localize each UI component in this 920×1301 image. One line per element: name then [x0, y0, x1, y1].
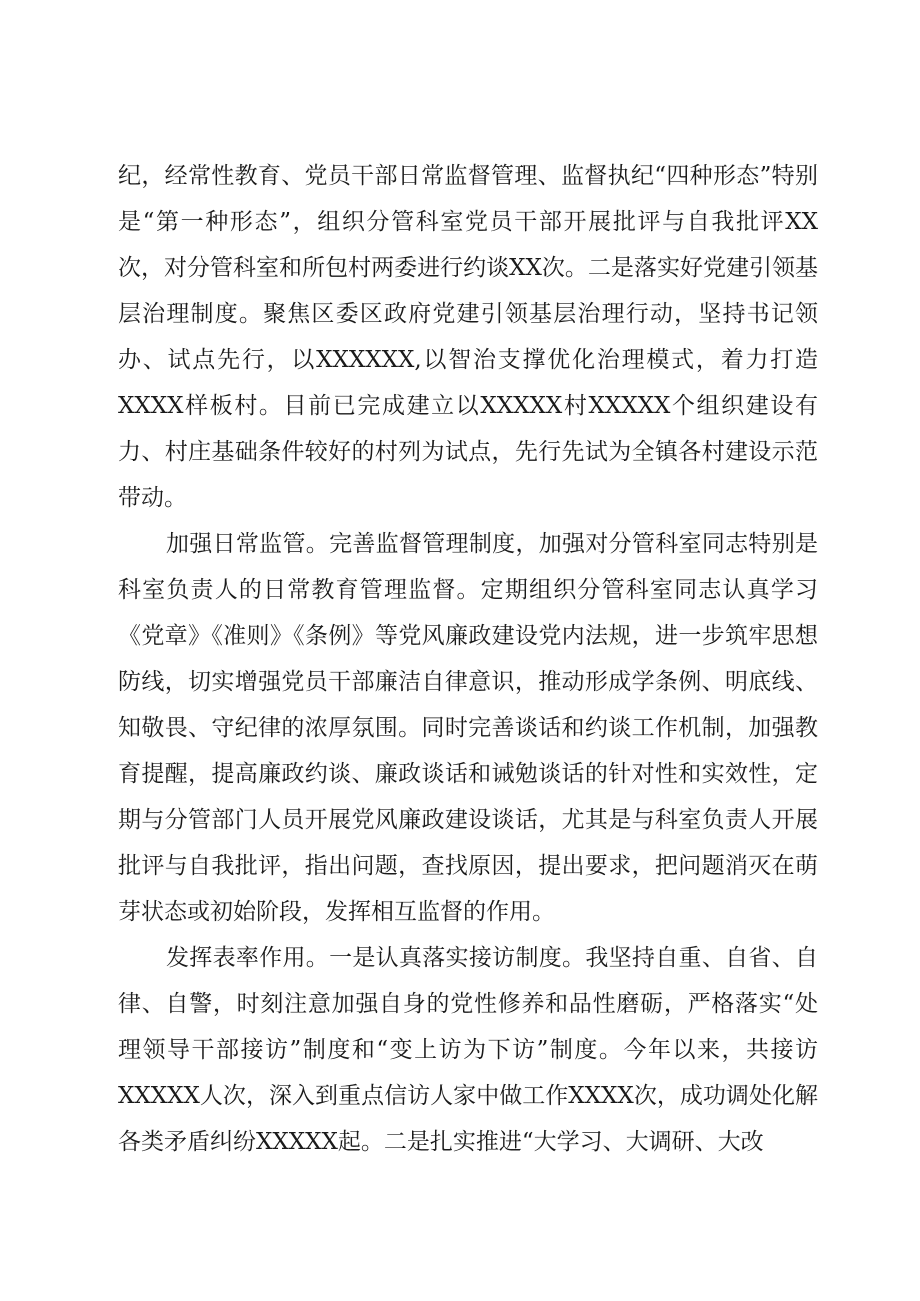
paragraph-continuation: 纪，经常性教育、党员干部日常监督管理、监督执纪“四种形态”特别是“第一种形态”，组织分管科室党员干部开展批评与自我批评XX次，对分管科室和所包村两委进行约谈XX次。二是落实好党建引领基层治理制度。聚焦区委区政府党建引领基层治理行动，坚持书记领办、试点先行，以XXXXXX,以智治支撑优化治理模式，着力打造XXXX样板村。目前已完成建立以XXXXX村XXXXX个组织建设有力、村庄基础条件较好的村列为试点，先行先试为全镇各村建设示范带动。	[118, 163, 818, 511]
document-body	[118, 153, 818, 1165]
paragraph-daily-supervision: 加强日常监管。完善监督管理制度，加强对分管科室同志特别是科室负责人的日常教育管理监督。定期组织分管科室同志认真学习《党章》《准则》《条例》等党风廉政建设党内法规，进一步筑牢思想防线，切实增强党员干部廉洁自律意识，推动形成学条例、明底线、知敬畏、守纪律的浓厚氛围。同时完善谈话和约谈工作机制，加强教育提醒，提高廉政约谈、廉政谈话和诫勉谈话的针对性和实效性，定期与分管部门人员开展党风廉政建设谈话，尤其是与科室负责人开展批评与自我批评，指出问题，查找原因，提出要求，把问题消灭在萌芽状态或初始阶段，发挥相互监督的作用。	[118, 531, 818, 925]
paragraph-exemplary-role: 发挥表率作用。一是认真落实接访制度。我坚持自重、自省、自律、自警，时刻注意加强自身的党性修养和品性磨砺，严格落实“处理领导干部接访”制度和“变上访为下访”制度。今年以来，共接访XXXXX人次，深入到重点信访人家中做工作XXXX次，成功调处化解各类矛盾纠纷XXXXX起。二是扎实推进“大学习、大调研、大改	[118, 945, 818, 1155]
